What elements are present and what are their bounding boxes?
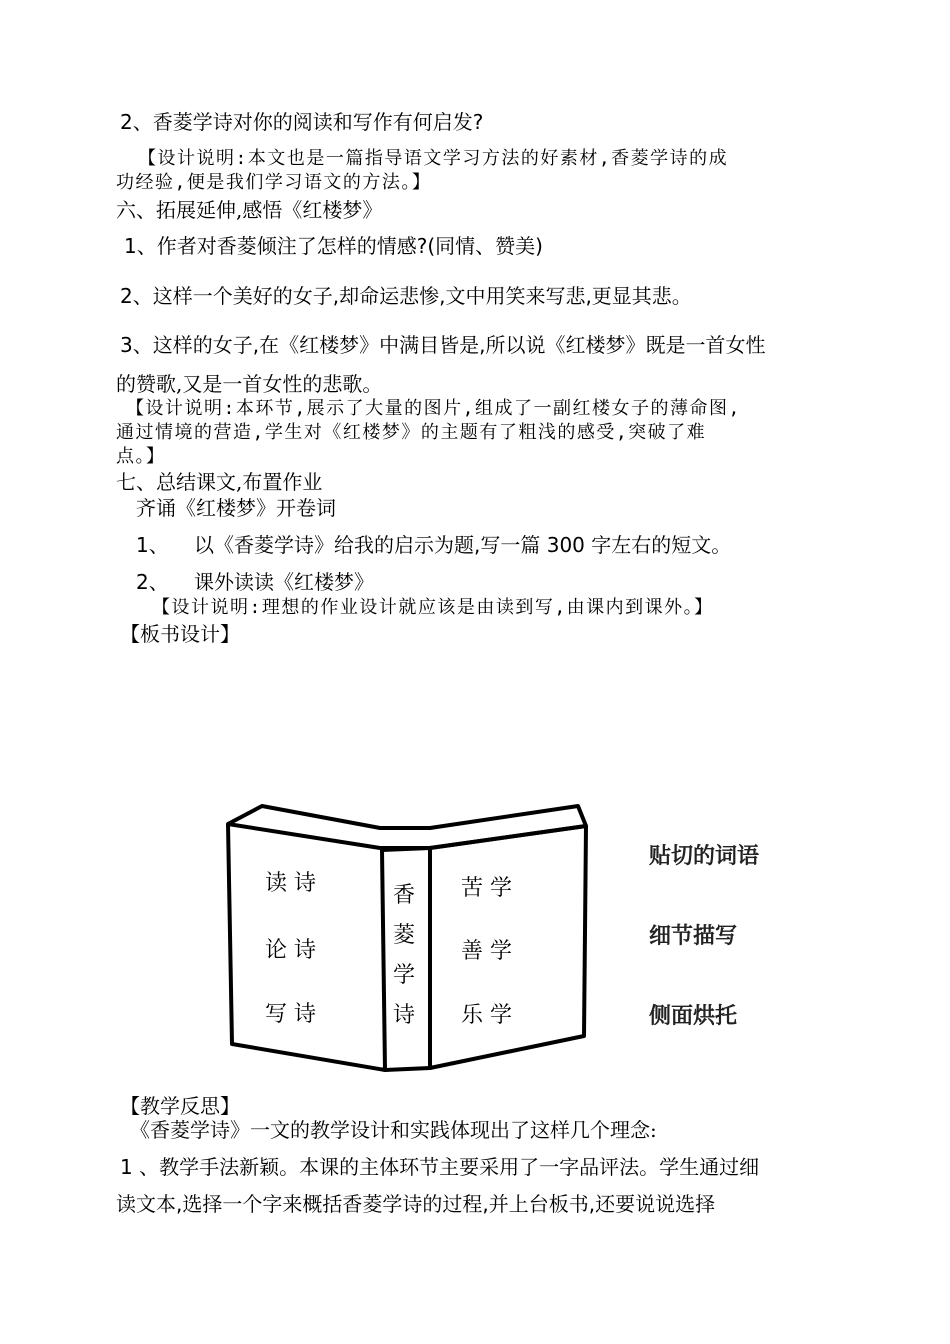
question-2: 2、香菱学诗对你的阅读和写作有何启发? — [120, 110, 484, 134]
section-7-heading: 七、总结课文,布置作业 — [116, 470, 323, 494]
reflection-intro: 《香菱学诗》一文的教学设计和实践体现出了这样几个理念: — [130, 1118, 657, 1142]
homework-1-number: 1、 — [136, 533, 169, 557]
section-6-heading: 六、拓展延伸,感悟《红楼梦》 — [116, 198, 383, 222]
board-design-heading: 【板书设计】 — [120, 622, 240, 646]
right-page-word-1: 苦 学 — [461, 876, 512, 901]
left-page-word-2: 论 诗 — [265, 938, 316, 963]
design-note-3: 【设计说明:理想的作业设计就应该是由读到写,由课内到课外。】 — [152, 597, 714, 618]
reflection-line-1: 1 、教学手法新颖。本课的主体环节主要采用了一字品评法。学生通过细 — [120, 1155, 760, 1179]
point-1: 1、作者对香菱倾注了怎样的情感?(同情、赞美) — [124, 234, 543, 258]
homework-2-number: 2、 — [136, 570, 169, 594]
left-page-word-3: 写 诗 — [265, 1002, 316, 1027]
spine-char-2: 菱 — [393, 923, 416, 948]
design-note-2-line3: 点。】 — [116, 446, 166, 467]
design-note-1-line1: 【设计说明:本文也是一篇指导语文学习方法的好素材,香菱学诗的成 — [138, 148, 729, 169]
recite-line: 齐诵《红楼梦》开卷词 — [136, 496, 336, 520]
side-label-2: 细节描写 — [649, 924, 738, 949]
left-page-word-1: 读 诗 — [265, 871, 316, 896]
right-page-word-2: 善 学 — [461, 939, 512, 964]
point-2: 2、这样一个美好的女子,却命运悲惨,文中用笑来写悲,更显其悲。 — [120, 284, 692, 308]
homework-2-text: 课外读读《红楼梦》 — [194, 570, 374, 594]
spine-char-3: 学 — [393, 963, 416, 988]
point-3-line2: 的赞歌,又是一首女性的悲歌。 — [116, 372, 383, 396]
right-page-word-3: 乐 学 — [461, 1003, 512, 1028]
side-label-3: 侧面烘托 — [649, 1004, 738, 1029]
reflection-line-2: 读文本,选择一个字来概括香菱学诗的过程,并上台板书,还要说说选择 — [116, 1192, 716, 1216]
reflection-heading: 【教学反思】 — [120, 1094, 240, 1118]
design-note-1-line2: 功经验,便是我们学习语文的方法。】 — [116, 172, 432, 193]
spine-char-4: 诗 — [393, 1003, 416, 1028]
design-note-2-line2: 通过情境的营造,学生对《红楼梦》的主题有了粗浅的感受,突破了难 — [116, 422, 707, 443]
point-3-line1: 3、这样的女子,在《红楼梦》中满目皆是,所以说《红楼梦》既是一首女性 — [120, 333, 766, 357]
homework-1-text: 以《香菱学诗》给我的启示为题,写一篇 300 字左右的短文。 — [194, 533, 732, 557]
design-note-2-line1: 【设计说明:本环节,展示了大量的图片,组成了一副红楼女子的薄命图, — [126, 398, 741, 419]
side-label-1: 贴切的词语 — [649, 844, 760, 869]
spine-char-1: 香 — [393, 883, 416, 908]
